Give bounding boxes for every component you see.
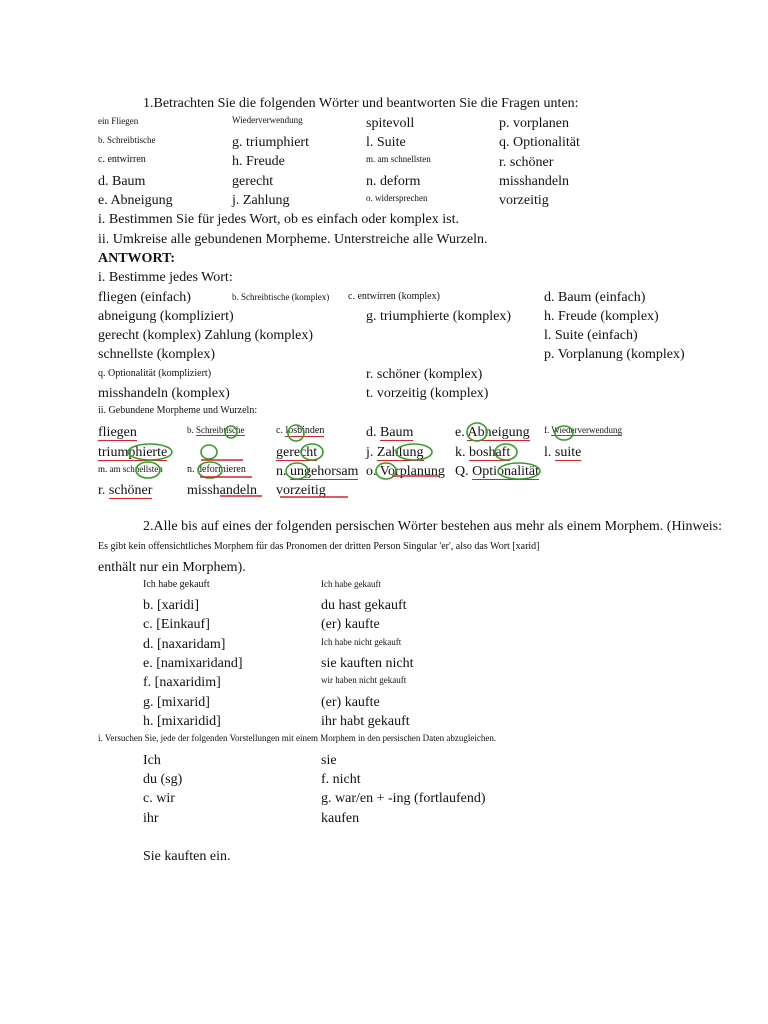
persian-word: b. [xaridi] <box>143 598 199 613</box>
gloss: Ich habe gekauft <box>321 579 381 589</box>
word-item: spitevoll <box>366 116 415 131</box>
morph-word: vorzeitig <box>276 483 326 498</box>
morph-word: gerecht <box>276 445 318 460</box>
concept-item: kaufen <box>321 811 360 826</box>
answer-part-i: i. Bestimme jedes Wort: <box>98 270 233 285</box>
morph-word: j. Zahlung <box>366 445 424 460</box>
answer-item: g. triumphierte (komplex) <box>366 309 512 324</box>
word-item: d. Baum <box>98 174 146 189</box>
morpheme-circle <box>201 445 217 459</box>
word-item: m. am schnellsten <box>366 154 431 164</box>
answer-item: q. Optionalität (kompliziert) <box>98 368 212 379</box>
word-item: r. schöner <box>499 155 554 170</box>
morph-word: l. suite <box>544 445 582 460</box>
morph-word: fliegen <box>98 425 137 440</box>
morph-word: b. Schreibtische <box>187 425 245 435</box>
answer-item: p. Vorplanung (komplex) <box>544 347 685 362</box>
word-item: o. widersprechen <box>366 193 428 203</box>
morph-word: r. schöner <box>98 483 153 498</box>
concept-item: sie <box>321 753 337 768</box>
q1-prompt: 1.Betrachten Sie die folgenden Wörter und beantworten Sie die Fragen unten: <box>143 96 579 111</box>
word-item: gerecht <box>232 174 274 189</box>
concept-item: f. nicht <box>321 772 361 787</box>
concept-item: c. wir <box>143 791 175 806</box>
q2-prompt: Es gibt kein offensichtliches Morphem für das Pronomen der dritten Person Singular 'er', also das Wort [xarid] <box>98 541 540 552</box>
morph-word: k. boshaft <box>455 445 511 460</box>
word-item: g. triumphiert <box>232 135 309 150</box>
word-item: q. Optionalität <box>499 135 580 150</box>
word-item: Wiederverwendung <box>232 115 303 125</box>
word-item: misshandeln <box>499 174 569 189</box>
word-item: e. Abneigung <box>98 193 173 208</box>
morph-word: m. am schnellsten <box>98 464 163 474</box>
answer-item: b. Schreibtische (komplex) <box>232 292 330 302</box>
word-item: p. vorplanen <box>499 116 569 131</box>
persian-word: h. [mixaridid] <box>143 714 221 729</box>
word-item: h. Freude <box>232 154 285 169</box>
answer-item: schnellste (komplex) <box>98 347 216 362</box>
morph-word: Q. Optionalität <box>455 464 540 479</box>
gloss: (er) kaufte <box>321 617 380 632</box>
persian-word: d. [naxaridam] <box>143 637 226 652</box>
word-item: ein Fliegen <box>98 116 139 126</box>
persian-word: Ich habe gekauft <box>143 579 210 590</box>
q2-prompt: enthält nur ein Morphem). <box>98 560 246 575</box>
concept-item: Ich <box>143 753 161 768</box>
answer-item: d. Baum (einfach) <box>544 290 646 305</box>
answer-part-ii: ii. Gebundene Morpheme und Wurzeln: <box>98 405 258 416</box>
word-item: c. entwirren <box>98 154 146 165</box>
word-item: b. Schreibtische <box>98 135 156 145</box>
morph-word: e. Abneigung <box>455 425 530 440</box>
concept-item: g. war/en + -ing (fortlaufend) <box>321 791 486 806</box>
gloss: du hast gekauft <box>321 598 407 613</box>
morph-word: c. losbinden <box>276 425 325 436</box>
concept-item: du (sg) <box>143 772 183 787</box>
morph-word: triumphierte <box>98 445 168 460</box>
q2-prompt: 2.Alle bis auf eines der folgenden persischen Wörter bestehen aus mehr als einem Morphem. (Hinweis: <box>143 519 723 534</box>
concept-item: ihr <box>143 811 159 826</box>
word-item: n. deform <box>366 174 421 189</box>
answer-item: h. Freude (komplex) <box>544 309 659 324</box>
morph-word: misshandeln <box>187 483 257 498</box>
answer-item: c. entwirren (komplex) <box>348 291 440 302</box>
morph-word: f. Wiederverwendung <box>544 425 622 435</box>
word-item: j. Zahlung <box>232 193 290 208</box>
gloss: sie kauften nicht <box>321 656 414 671</box>
morph-word: o. Vorplanung <box>366 464 445 479</box>
persian-word: f. [naxaridim] <box>143 675 221 690</box>
morph-word: d. Baum <box>366 425 414 440</box>
word-item: vorzeitig <box>499 193 549 208</box>
gloss: (er) kaufte <box>321 695 380 710</box>
answer-item: gerecht (komplex) Zahlung (komplex) <box>98 328 313 343</box>
persian-word: e. [namixaridand] <box>143 656 243 671</box>
answer-item: misshandeln (komplex) <box>98 386 230 401</box>
gloss: ihr habt gekauft <box>321 714 410 729</box>
persian-word: g. [mixarid] <box>143 695 210 710</box>
word-item: l. Suite <box>366 135 406 150</box>
task-ii: ii. Umkreise alle gebundenen Morpheme. Unterstreiche alle Wurzeln. <box>98 232 488 247</box>
persian-word: c. [Einkauf] <box>143 617 210 632</box>
closing-line: Sie kauften ein. <box>143 849 231 864</box>
answer-item: l. Suite (einfach) <box>544 328 638 343</box>
answer-item: r. schöner (komplex) <box>366 367 483 382</box>
answer-item: t. vorzeitig (komplex) <box>366 386 489 401</box>
gloss: wir haben nicht gekauft <box>321 675 407 685</box>
morph-word: n. deformieren <box>187 464 246 475</box>
q2-task: i. Versuchen Sie, jede der folgenden Vorstellungen mit einem Morphem in den persischen Daten abzugleichen. <box>98 733 497 743</box>
answer-heading: ANTWORT: <box>98 251 176 266</box>
answer-item: fliegen (einfach) <box>98 290 191 305</box>
morph-word: n. ungehorsam <box>276 464 359 479</box>
gloss: Ich habe nicht gekauft <box>321 637 402 647</box>
answer-item: abneigung (kompliziert) <box>98 309 234 324</box>
task-i: i. Bestimmen Sie für jedes Wort, ob es einfach oder komplex ist. <box>98 212 459 227</box>
